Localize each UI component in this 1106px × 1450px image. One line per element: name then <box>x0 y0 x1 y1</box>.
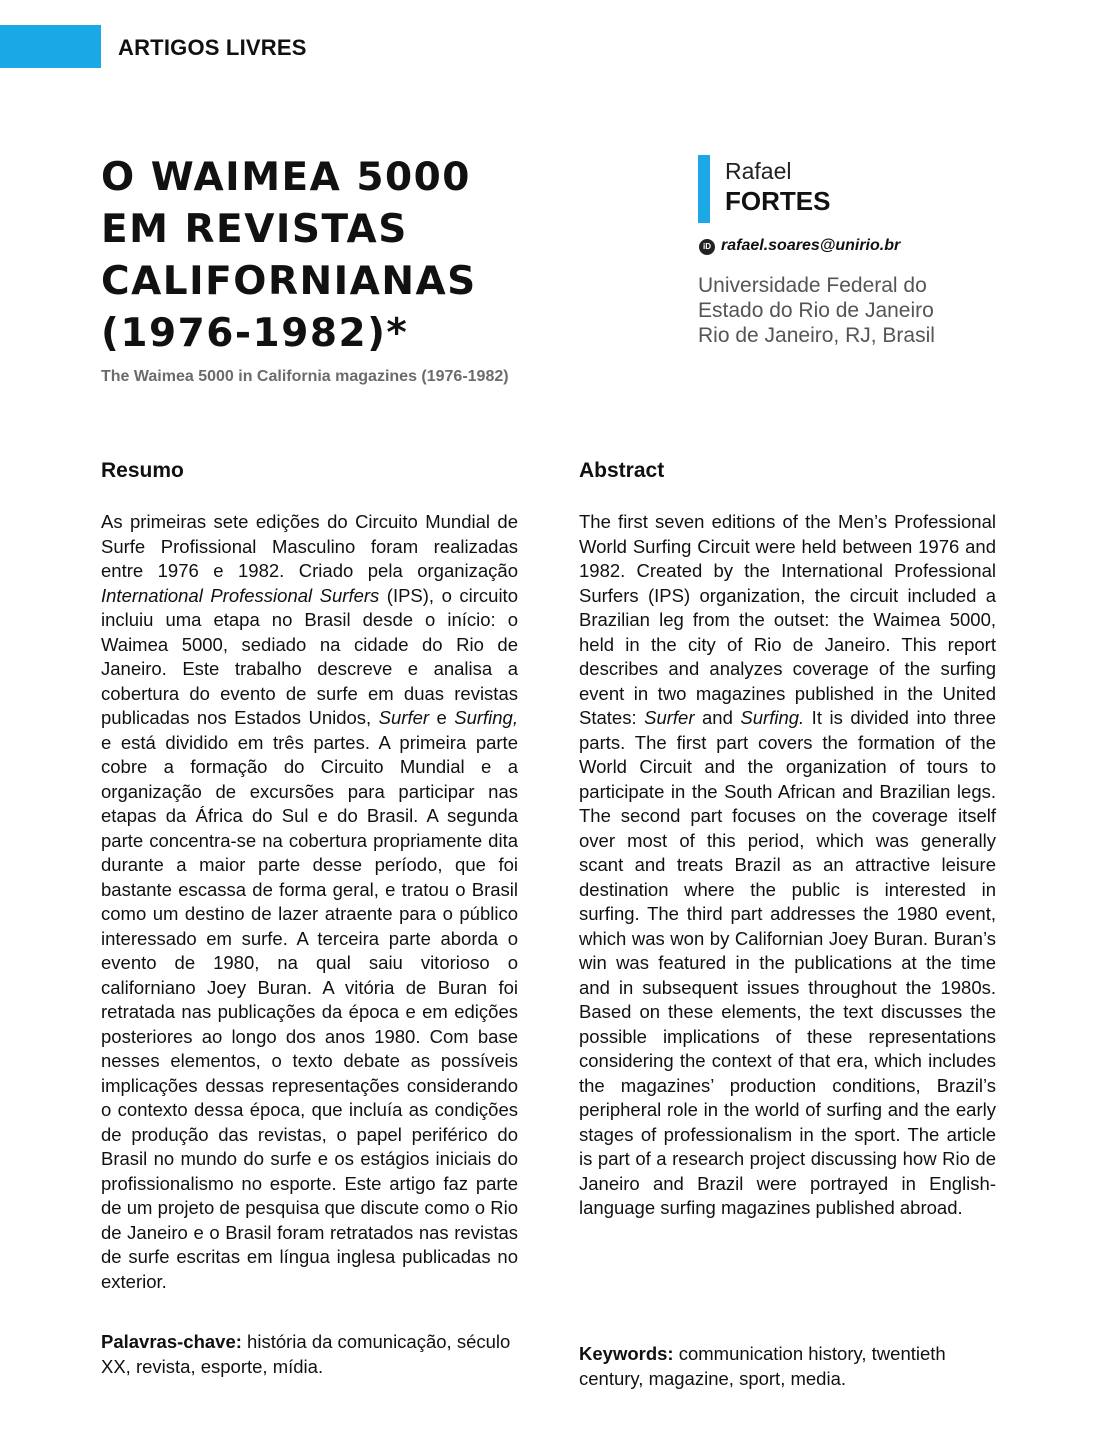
magazine-name: Surfer <box>378 707 430 728</box>
affiliation-line: Estado do Rio de Janeiro <box>698 299 934 322</box>
article-title <box>101 152 621 360</box>
resumo-part: e está dividido em três partes. A primeira parte cobre a formação do Circuito Mundial e a organização de excursões para participar nas etapas da África do Sul e do Brasil. A segunda parte concentra-se na cobertura propriamente dita durante a maior parte desse período, que foi bastante escassa de forma geral, e tratou o Brasil como um destino de lazer atraente para o público interessado em surfe. A terceira parte aborda o evento de 1980, na qual saiu vitorioso o californiano Joey Buran. A vitória de Buran foi retratada nas publicações da época e em edições posteriores ao longo dos anos 1980. Com base nesses elementos, o texto debate as possíveis implicações dessas representações considerando o contexto dessa época, que incluía as condições de produção das revistas, o papel periférico do Brasil no mundo do surfe e os estágios iniciais do profissionalismo no esporte. Este artigo faz parte de um projeto de pesquisa que discute como o Rio de Janeiro e o Brasil foram retratados nas revistas de surfe escritas em língua inglesa publicadas no exterior. <box>101 731 518 1292</box>
title-line: EM REVISTAS <box>101 207 408 252</box>
affiliation-line: Rio de Janeiro, RJ, Brasil <box>698 324 935 347</box>
keywords-list: história da comunicação, século XX, revista, esporte, mídia. <box>101 1331 511 1377</box>
magazine-name: Surfer <box>644 707 695 728</box>
english-title: The Waimea 5000 in California magazines (1976-1982) <box>101 368 509 385</box>
abstract-part: and <box>694 707 741 728</box>
section-color-tab <box>0 25 101 68</box>
resumo-part: e <box>429 707 455 728</box>
affiliation-line: Universidade Federal do <box>698 274 927 297</box>
abstract-text <box>579 510 996 1221</box>
keywords-label: Keywords: <box>579 1343 674 1364</box>
title-line: CALIFORNIANAS <box>101 259 477 304</box>
author-accent-bar <box>698 155 710 223</box>
author-email-link[interactable]: rafael.soares@unirio.br <box>721 237 901 254</box>
title-line: O WAIMEA 5000 <box>101 155 471 200</box>
magazine-name: Surfing. <box>740 707 805 728</box>
resumo-part: As primeiras sete edições do Circuito Mundial de Surfe Profissional Masculino foram realizadas entre 1976 e 1982. Criado pela organização <box>101 511 518 581</box>
magazine-name: Surfing, <box>454 707 518 728</box>
resumo-heading: Resumo <box>101 459 184 482</box>
palavras-chave <box>101 1330 518 1379</box>
keywords-list: communication history, twentieth century, magazine, sport, media. <box>579 1343 946 1389</box>
keywords-label: Palavras-chave: <box>101 1331 242 1352</box>
abstract-part: The first seven editions of the Men’s Professional World Surfing Circuit were held between 1976 and 1982. Created by the International Professional Surfers (IPS) organization, the circuit included a Brazilian leg from the outset: the Waimea 5000, held in the city of Rio de Janeiro. This report describes and analyzes coverage of the surfing event in two magazines published in the United States: <box>579 511 996 728</box>
title-line: (1976-1982)* <box>101 311 409 356</box>
resumo-italic: International Professional Surfers <box>101 584 380 606</box>
resumo-part: (IPS), o circuito incluiu uma etapa no Brasil desde o início: o Waimea 5000, sediado na cidade do Rio de Janeiro. Este trabalho descreve e analisa a cobertura do evento de surfe em duas revistas publicadas nos Estados Unidos, <box>101 584 518 728</box>
orcid-icon[interactable]: iD <box>699 239 715 255</box>
abstract-heading: Abstract <box>579 459 665 482</box>
author-affiliation <box>698 273 935 348</box>
author-last-name: FORTES <box>725 186 831 216</box>
section-label: ARTIGOS LIVRES <box>118 35 307 60</box>
resumo-text <box>101 510 518 1294</box>
abstract-part: It is divided into three parts. The first part covers the formation of the World Circuit and the organization of tours to participate in the South African and Brazilian legs. The second part focuses on the coverage itself over most of this period, which was generally scant and treats Brazil as an attractive leisure destination where the public is interested in surfing. The third part addresses the 1980 event, which was won by Californian Joey Buran. Buran’s win was featured in the publications at the time and in subsequent issues throughout the 1980s. Based on these elements, the text discusses the possible implications of these representations considering the context of that era, which includes the magazines’ production conditions, Brazil’s peripheral role in the world of surfing and the early stages of professionalism in the sport. The article is part of a research project discussing how Rio de Janeiro and Brazil were portrayed in English-language surfing magazines published abroad. <box>579 707 996 1218</box>
author-first-name: Rafael <box>725 158 792 184</box>
keywords <box>579 1342 996 1391</box>
